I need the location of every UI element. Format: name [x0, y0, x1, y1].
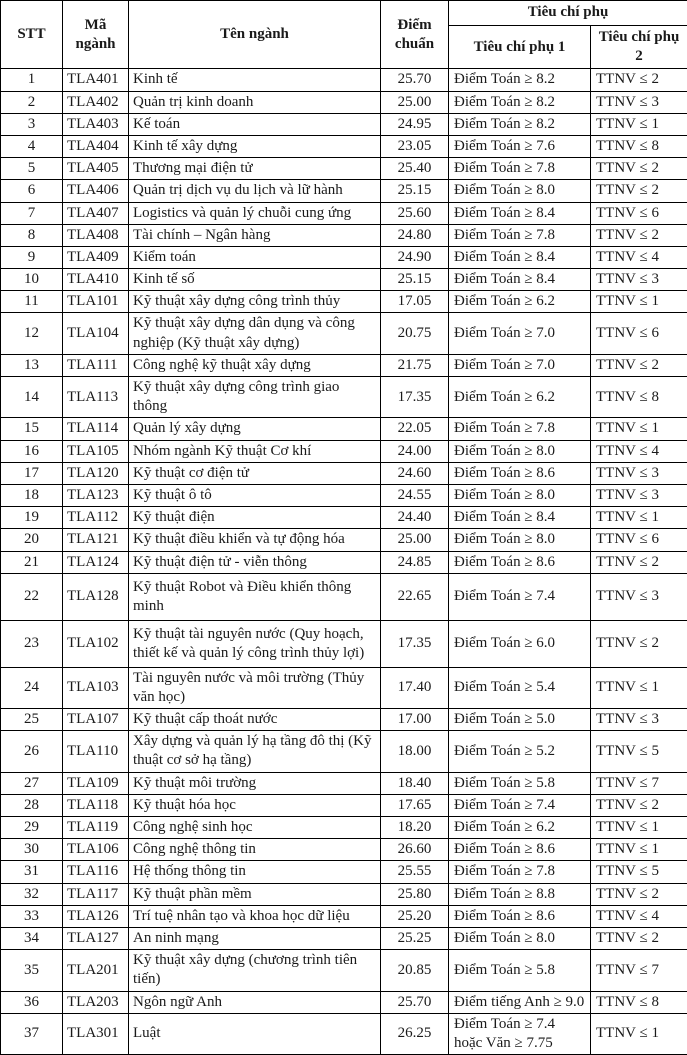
- sub-criteria-1-cell: Điểm Toán ≥ 7.4 hoặc Văn ≥ 7.75: [449, 1013, 591, 1054]
- benchmark-score-cell: 24.95: [381, 113, 449, 135]
- major-code-cell: TLA403: [63, 113, 129, 135]
- major-code-cell: TLA106: [63, 839, 129, 861]
- major-code-cell: TLA402: [63, 91, 129, 113]
- table-row: [1, 440, 687, 462]
- table-row: [1, 377, 687, 418]
- row-index-cell: 37: [1, 1013, 63, 1054]
- major-name-cell: Kỹ thuật tài nguyên nước (Quy hoạch, thiết kế và quản lý công trình thủy lợi): [129, 620, 381, 667]
- sub-criteria-2-cell: TTNV ≤ 2: [591, 551, 687, 573]
- major-code-cell: TLA103: [63, 667, 129, 708]
- row-index-cell: 15: [1, 418, 63, 440]
- sub-criteria-1-cell: Điểm Toán ≥ 5.4: [449, 667, 591, 708]
- row-index-cell: 33: [1, 905, 63, 927]
- major-code-cell: TLA117: [63, 883, 129, 905]
- benchmark-score-cell: 18.00: [381, 731, 449, 772]
- benchmark-score-cell: 24.85: [381, 551, 449, 573]
- major-name-cell: Nhóm ngành Kỹ thuật Cơ khí: [129, 440, 381, 462]
- sub-criteria-1-cell: Điểm Toán ≥ 8.0: [449, 440, 591, 462]
- row-index-cell: 35: [1, 950, 63, 991]
- row-index-cell: 23: [1, 620, 63, 667]
- row-index-cell: 36: [1, 991, 63, 1013]
- major-name-cell: Kỹ thuật xây dựng công trình giao thông: [129, 377, 381, 418]
- header-sub-criteria-1: Tiêu chí phụ 1: [449, 26, 591, 69]
- sub-criteria-2-cell: TTNV ≤ 3: [591, 709, 687, 731]
- row-index-cell: 17: [1, 462, 63, 484]
- major-name-cell: Kỹ thuật ô tô: [129, 484, 381, 506]
- major-name-cell: Kỹ thuật phần mềm: [129, 883, 381, 905]
- benchmark-score-cell: 25.00: [381, 529, 449, 551]
- sub-criteria-1-cell: Điểm Toán ≥ 7.8: [449, 418, 591, 440]
- row-index-cell: 8: [1, 224, 63, 246]
- sub-criteria-1-cell: Điểm Toán ≥ 8.2: [449, 69, 591, 91]
- sub-criteria-2-cell: TTNV ≤ 3: [591, 573, 687, 620]
- sub-criteria-1-cell: Điểm Toán ≥ 8.6: [449, 551, 591, 573]
- table-row: [1, 883, 687, 905]
- benchmark-score-cell: 26.60: [381, 839, 449, 861]
- row-index-cell: 29: [1, 817, 63, 839]
- major-name-cell: Kinh tế xây dựng: [129, 135, 381, 157]
- table-row: [1, 794, 687, 816]
- major-code-cell: TLA406: [63, 180, 129, 202]
- major-code-cell: TLA201: [63, 950, 129, 991]
- table-row: [1, 950, 687, 991]
- major-name-cell: Xây dựng và quản lý hạ tầng đô thị (Kỹ thuật cơ sở hạ tầng): [129, 731, 381, 772]
- sub-criteria-2-cell: TTNV ≤ 1: [591, 291, 687, 313]
- benchmark-score-cell: 24.60: [381, 462, 449, 484]
- table-row: [1, 667, 687, 708]
- row-index-cell: 6: [1, 180, 63, 202]
- sub-criteria-2-cell: TTNV ≤ 1: [591, 817, 687, 839]
- header-major-name: Tên ngành: [129, 1, 381, 69]
- major-name-cell: Kỹ thuật điều khiển và tự động hóa: [129, 529, 381, 551]
- benchmark-score-cell: 25.55: [381, 861, 449, 883]
- table-row: [1, 620, 687, 667]
- table-row: [1, 529, 687, 551]
- sub-criteria-2-cell: TTNV ≤ 6: [591, 202, 687, 224]
- major-code-cell: TLA407: [63, 202, 129, 224]
- header-sub-criteria-2: Tiêu chí phụ 2: [591, 26, 687, 69]
- row-index-cell: 25: [1, 709, 63, 731]
- header-stt: STT: [1, 1, 63, 69]
- benchmark-score-cell: 25.40: [381, 158, 449, 180]
- major-code-cell: TLA109: [63, 772, 129, 794]
- sub-criteria-1-cell: Điểm Toán ≥ 7.4: [449, 794, 591, 816]
- major-name-cell: Kinh tế: [129, 69, 381, 91]
- row-index-cell: 24: [1, 667, 63, 708]
- table-row: [1, 839, 687, 861]
- table-row: [1, 269, 687, 291]
- table-row: [1, 1013, 687, 1054]
- row-index-cell: 27: [1, 772, 63, 794]
- table-row: [1, 772, 687, 794]
- sub-criteria-2-cell: TTNV ≤ 5: [591, 861, 687, 883]
- row-index-cell: 5: [1, 158, 63, 180]
- sub-criteria-2-cell: TTNV ≤ 2: [591, 69, 687, 91]
- benchmark-score-cell: 25.60: [381, 202, 449, 224]
- major-code-cell: TLA401: [63, 69, 129, 91]
- sub-criteria-2-cell: TTNV ≤ 2: [591, 180, 687, 202]
- major-code-cell: TLA112: [63, 507, 129, 529]
- table-header: [1, 1, 687, 69]
- sub-criteria-1-cell: Điểm Toán ≥ 8.0: [449, 484, 591, 506]
- sub-criteria-1-cell: Điểm Toán ≥ 6.2: [449, 817, 591, 839]
- benchmark-score-cell: 25.80: [381, 883, 449, 905]
- sub-criteria-2-cell: TTNV ≤ 2: [591, 927, 687, 949]
- major-code-cell: TLA127: [63, 927, 129, 949]
- benchmark-score-cell: 17.65: [381, 794, 449, 816]
- major-name-cell: Kỹ thuật xây dựng công trình thủy: [129, 291, 381, 313]
- sub-criteria-2-cell: TTNV ≤ 7: [591, 772, 687, 794]
- sub-criteria-2-cell: TTNV ≤ 2: [591, 224, 687, 246]
- sub-criteria-1-cell: Điểm Toán ≥ 8.4: [449, 202, 591, 224]
- major-name-cell: Kỹ thuật hóa học: [129, 794, 381, 816]
- sub-criteria-2-cell: TTNV ≤ 3: [591, 269, 687, 291]
- benchmark-score-cell: 20.85: [381, 950, 449, 991]
- sub-criteria-2-cell: TTNV ≤ 5: [591, 731, 687, 772]
- major-name-cell: Quản lý xây dựng: [129, 418, 381, 440]
- table-row: [1, 927, 687, 949]
- table-row: [1, 113, 687, 135]
- row-index-cell: 22: [1, 573, 63, 620]
- benchmark-score-cell: 17.35: [381, 620, 449, 667]
- table-row: [1, 861, 687, 883]
- benchmark-score-cell: 25.25: [381, 927, 449, 949]
- sub-criteria-1-cell: Điểm Toán ≥ 7.0: [449, 354, 591, 376]
- row-index-cell: 4: [1, 135, 63, 157]
- sub-criteria-2-cell: TTNV ≤ 8: [591, 991, 687, 1013]
- major-name-cell: Kỹ thuật cấp thoát nước: [129, 709, 381, 731]
- row-index-cell: 11: [1, 291, 63, 313]
- table-row: [1, 573, 687, 620]
- major-code-cell: TLA107: [63, 709, 129, 731]
- major-name-cell: An ninh mạng: [129, 927, 381, 949]
- major-code-cell: TLA410: [63, 269, 129, 291]
- row-index-cell: 3: [1, 113, 63, 135]
- sub-criteria-2-cell: TTNV ≤ 2: [591, 354, 687, 376]
- major-name-cell: Logistics và quản lý chuỗi cung ứng: [129, 202, 381, 224]
- sub-criteria-1-cell: Điểm Toán ≥ 7.8: [449, 158, 591, 180]
- benchmark-score-cell: 17.40: [381, 667, 449, 708]
- sub-criteria-1-cell: Điểm Toán ≥ 8.0: [449, 180, 591, 202]
- sub-criteria-1-cell: Điểm Toán ≥ 6.2: [449, 377, 591, 418]
- major-code-cell: TLA409: [63, 246, 129, 268]
- major-code-cell: TLA110: [63, 731, 129, 772]
- sub-criteria-1-cell: Điểm Toán ≥ 8.2: [449, 91, 591, 113]
- row-index-cell: 34: [1, 927, 63, 949]
- header-sub-criteria-group: Tiêu chí phụ: [449, 1, 687, 26]
- sub-criteria-1-cell: Điểm Toán ≥ 8.4: [449, 269, 591, 291]
- benchmark-score-cell: 24.55: [381, 484, 449, 506]
- sub-criteria-1-cell: Điểm Toán ≥ 8.8: [449, 883, 591, 905]
- row-index-cell: 18: [1, 484, 63, 506]
- table-row: [1, 202, 687, 224]
- sub-criteria-1-cell: Điểm Toán ≥ 8.0: [449, 529, 591, 551]
- table-row: [1, 817, 687, 839]
- major-name-cell: Hệ thống thông tin: [129, 861, 381, 883]
- major-name-cell: Kỹ thuật cơ điện tử: [129, 462, 381, 484]
- benchmark-score-cell: 24.00: [381, 440, 449, 462]
- major-name-cell: Công nghệ thông tin: [129, 839, 381, 861]
- sub-criteria-2-cell: TTNV ≤ 1: [591, 507, 687, 529]
- benchmark-score-cell: 25.15: [381, 180, 449, 202]
- major-name-cell: Công nghệ sinh học: [129, 817, 381, 839]
- sub-criteria-1-cell: Điểm Toán ≥ 5.8: [449, 950, 591, 991]
- table-row: [1, 246, 687, 268]
- major-name-cell: Kế toán: [129, 113, 381, 135]
- major-name-cell: Luật: [129, 1013, 381, 1054]
- sub-criteria-1-cell: Điểm Toán ≥ 7.6: [449, 135, 591, 157]
- table-row: [1, 551, 687, 573]
- sub-criteria-2-cell: TTNV ≤ 6: [591, 313, 687, 354]
- row-index-cell: 26: [1, 731, 63, 772]
- row-index-cell: 20: [1, 529, 63, 551]
- sub-criteria-1-cell: Điểm Toán ≥ 7.4: [449, 573, 591, 620]
- table-row: [1, 158, 687, 180]
- major-name-cell: Tài nguyên nước và môi trường (Thủy văn học): [129, 667, 381, 708]
- major-code-cell: TLA105: [63, 440, 129, 462]
- major-code-cell: TLA119: [63, 817, 129, 839]
- major-code-cell: TLA121: [63, 529, 129, 551]
- sub-criteria-2-cell: TTNV ≤ 2: [591, 883, 687, 905]
- sub-criteria-1-cell: Điểm Toán ≥ 8.4: [449, 507, 591, 529]
- sub-criteria-1-cell: Điểm Toán ≥ 8.6: [449, 839, 591, 861]
- major-name-cell: Kinh tế số: [129, 269, 381, 291]
- benchmark-score-cell: 25.70: [381, 991, 449, 1013]
- major-code-cell: TLA113: [63, 377, 129, 418]
- row-index-cell: 2: [1, 91, 63, 113]
- sub-criteria-1-cell: Điểm Toán ≥ 8.6: [449, 905, 591, 927]
- table-row: [1, 991, 687, 1013]
- table-row: [1, 291, 687, 313]
- header-major-code: Mã ngành: [63, 1, 129, 69]
- table-row: [1, 91, 687, 113]
- row-index-cell: 28: [1, 794, 63, 816]
- major-name-cell: Thương mại điện tử: [129, 158, 381, 180]
- benchmark-score-cell: 22.65: [381, 573, 449, 620]
- header-benchmark-score: Điểm chuẩn: [381, 1, 449, 69]
- sub-criteria-1-cell: Điểm Toán ≥ 8.6: [449, 462, 591, 484]
- sub-criteria-2-cell: TTNV ≤ 2: [591, 158, 687, 180]
- sub-criteria-1-cell: Điểm Toán ≥ 7.0: [449, 313, 591, 354]
- benchmark-score-cell: 17.05: [381, 291, 449, 313]
- major-name-cell: Kiểm toán: [129, 246, 381, 268]
- table-row: [1, 313, 687, 354]
- major-code-cell: TLA405: [63, 158, 129, 180]
- major-name-cell: Tài chính – Ngân hàng: [129, 224, 381, 246]
- major-code-cell: TLA102: [63, 620, 129, 667]
- major-code-cell: TLA123: [63, 484, 129, 506]
- benchmark-score-cell: 17.00: [381, 709, 449, 731]
- benchmark-score-cell: 18.20: [381, 817, 449, 839]
- table-row: [1, 135, 687, 157]
- table-row: [1, 507, 687, 529]
- row-index-cell: 10: [1, 269, 63, 291]
- benchmark-score-cell: 26.25: [381, 1013, 449, 1054]
- table-row: [1, 354, 687, 376]
- major-name-cell: Kỹ thuật xây dựng dân dụng và công nghiệp (Kỹ thuật xây dựng): [129, 313, 381, 354]
- major-code-cell: TLA104: [63, 313, 129, 354]
- sub-criteria-2-cell: TTNV ≤ 1: [591, 667, 687, 708]
- major-name-cell: Kỹ thuật điện: [129, 507, 381, 529]
- table-row: [1, 709, 687, 731]
- table-row: [1, 224, 687, 246]
- row-index-cell: 14: [1, 377, 63, 418]
- major-code-cell: TLA203: [63, 991, 129, 1013]
- row-index-cell: 13: [1, 354, 63, 376]
- sub-criteria-1-cell: Điểm Toán ≥ 8.0: [449, 927, 591, 949]
- benchmark-score-cell: 25.00: [381, 91, 449, 113]
- major-name-cell: Công nghệ kỹ thuật xây dựng: [129, 354, 381, 376]
- row-index-cell: 12: [1, 313, 63, 354]
- row-index-cell: 31: [1, 861, 63, 883]
- major-name-cell: Kỹ thuật xây dựng (chương trình tiên tiến): [129, 950, 381, 991]
- major-name-cell: Ngôn ngữ Anh: [129, 991, 381, 1013]
- benchmark-score-cell: 21.75: [381, 354, 449, 376]
- table-row: [1, 418, 687, 440]
- benchmark-score-cell: 22.05: [381, 418, 449, 440]
- major-name-cell: Quản trị kinh doanh: [129, 91, 381, 113]
- major-code-cell: TLA126: [63, 905, 129, 927]
- table-row: [1, 462, 687, 484]
- table-row: [1, 69, 687, 91]
- benchmark-score-cell: 24.80: [381, 224, 449, 246]
- sub-criteria-2-cell: TTNV ≤ 4: [591, 440, 687, 462]
- benchmark-score-cell: 24.40: [381, 507, 449, 529]
- sub-criteria-2-cell: TTNV ≤ 6: [591, 529, 687, 551]
- major-code-cell: TLA116: [63, 861, 129, 883]
- sub-criteria-2-cell: TTNV ≤ 3: [591, 484, 687, 506]
- row-index-cell: 30: [1, 839, 63, 861]
- sub-criteria-1-cell: Điểm Toán ≥ 5.8: [449, 772, 591, 794]
- major-name-cell: Kỹ thuật điện tử - viễn thông: [129, 551, 381, 573]
- sub-criteria-2-cell: TTNV ≤ 7: [591, 950, 687, 991]
- benchmark-score-cell: 23.05: [381, 135, 449, 157]
- sub-criteria-2-cell: TTNV ≤ 2: [591, 620, 687, 667]
- table-row: [1, 484, 687, 506]
- major-code-cell: TLA408: [63, 224, 129, 246]
- sub-criteria-1-cell: Điểm Toán ≥ 8.2: [449, 113, 591, 135]
- major-code-cell: TLA124: [63, 551, 129, 573]
- sub-criteria-1-cell: Điểm Toán ≥ 7.8: [449, 224, 591, 246]
- major-code-cell: TLA114: [63, 418, 129, 440]
- sub-criteria-2-cell: TTNV ≤ 4: [591, 246, 687, 268]
- sub-criteria-2-cell: TTNV ≤ 8: [591, 135, 687, 157]
- benchmark-score-cell: 20.75: [381, 313, 449, 354]
- benchmark-score-cell: 25.70: [381, 69, 449, 91]
- major-name-cell: Quản trị dịch vụ du lịch và lữ hành: [129, 180, 381, 202]
- row-index-cell: 19: [1, 507, 63, 529]
- major-code-cell: TLA404: [63, 135, 129, 157]
- sub-criteria-1-cell: Điểm Toán ≥ 7.8: [449, 861, 591, 883]
- sub-criteria-1-cell: Điểm Toán ≥ 6.2: [449, 291, 591, 313]
- benchmark-score-cell: 24.90: [381, 246, 449, 268]
- table-row: [1, 180, 687, 202]
- major-name-cell: Kỹ thuật Robot và Điều khiển thông minh: [129, 573, 381, 620]
- sub-criteria-2-cell: TTNV ≤ 1: [591, 113, 687, 135]
- row-index-cell: 1: [1, 69, 63, 91]
- sub-criteria-1-cell: Điểm Toán ≥ 6.0: [449, 620, 591, 667]
- major-code-cell: TLA111: [63, 354, 129, 376]
- sub-criteria-1-cell: Điểm Toán ≥ 8.4: [449, 246, 591, 268]
- sub-criteria-2-cell: TTNV ≤ 1: [591, 1013, 687, 1054]
- major-name-cell: Kỹ thuật môi trường: [129, 772, 381, 794]
- major-code-cell: TLA120: [63, 462, 129, 484]
- sub-criteria-2-cell: TTNV ≤ 4: [591, 905, 687, 927]
- sub-criteria-2-cell: TTNV ≤ 8: [591, 377, 687, 418]
- sub-criteria-2-cell: TTNV ≤ 3: [591, 462, 687, 484]
- major-code-cell: TLA101: [63, 291, 129, 313]
- benchmark-score-cell: 18.40: [381, 772, 449, 794]
- sub-criteria-2-cell: TTNV ≤ 3: [591, 91, 687, 113]
- row-index-cell: 32: [1, 883, 63, 905]
- row-index-cell: 16: [1, 440, 63, 462]
- table-row: [1, 905, 687, 927]
- benchmark-score-cell: 17.35: [381, 377, 449, 418]
- row-index-cell: 9: [1, 246, 63, 268]
- major-name-cell: Trí tuệ nhân tạo và khoa học dữ liệu: [129, 905, 381, 927]
- row-index-cell: 7: [1, 202, 63, 224]
- benchmark-score-cell: 25.15: [381, 269, 449, 291]
- sub-criteria-1-cell: Điểm Toán ≥ 5.2: [449, 731, 591, 772]
- benchmark-score-cell: 25.20: [381, 905, 449, 927]
- sub-criteria-2-cell: TTNV ≤ 1: [591, 418, 687, 440]
- table-body: [1, 69, 687, 1055]
- major-code-cell: TLA128: [63, 573, 129, 620]
- sub-criteria-2-cell: TTNV ≤ 1: [591, 839, 687, 861]
- major-code-cell: TLA301: [63, 1013, 129, 1054]
- row-index-cell: 21: [1, 551, 63, 573]
- major-code-cell: TLA118: [63, 794, 129, 816]
- sub-criteria-1-cell: Điểm tiếng Anh ≥ 9.0: [449, 991, 591, 1013]
- sub-criteria-2-cell: TTNV ≤ 2: [591, 794, 687, 816]
- sub-criteria-1-cell: Điểm Toán ≥ 5.0: [449, 709, 591, 731]
- table-row: [1, 731, 687, 772]
